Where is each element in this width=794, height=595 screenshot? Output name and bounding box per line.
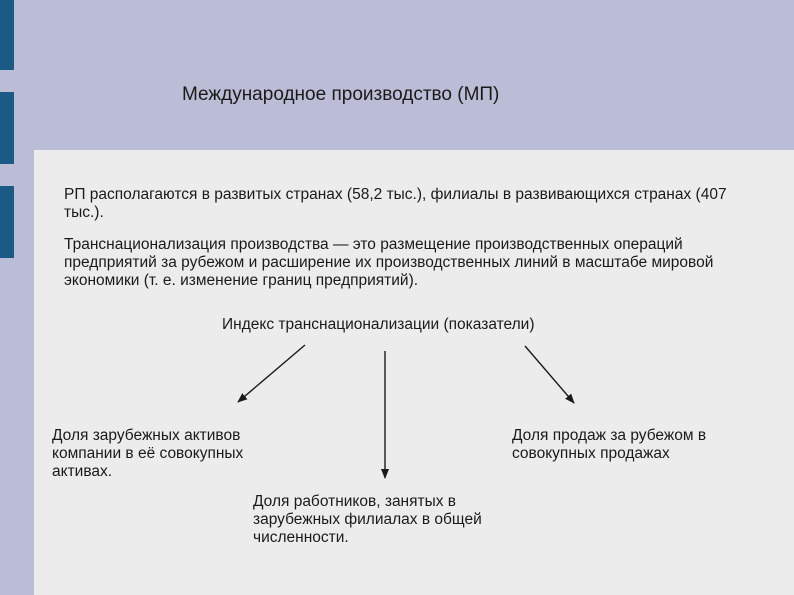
indicator-foreign-sales: Доля продаж за рубежом в совокупных продажах — [512, 427, 707, 462]
indicator-foreign-employees: Доля работников, занятых в зарубежных филиалах в общей численности. — [253, 493, 482, 546]
definition-term: Транснационализация производства — [64, 236, 329, 253]
indicator-foreign-assets: Доля зарубежных активов компании в её совокупных активах. — [52, 427, 244, 480]
arrow-left — [238, 345, 305, 402]
slide-title: Международное производство (МП) — [182, 84, 500, 105]
paragraph-branches: РП располагаются в развитых странах (58,2 тыс.), филиалы в развивающихся странах (407 тыс.). — [64, 186, 727, 221]
arrow-right — [525, 346, 574, 403]
definition-text: — это размещение производственных операций предприятий за рубежом и расширение их производственных линий в масштабе мировой экономики (т. е. изменение границ предприятий). — [64, 236, 714, 289]
index-heading: Индекс транснационализации (показатели) — [222, 316, 535, 333]
